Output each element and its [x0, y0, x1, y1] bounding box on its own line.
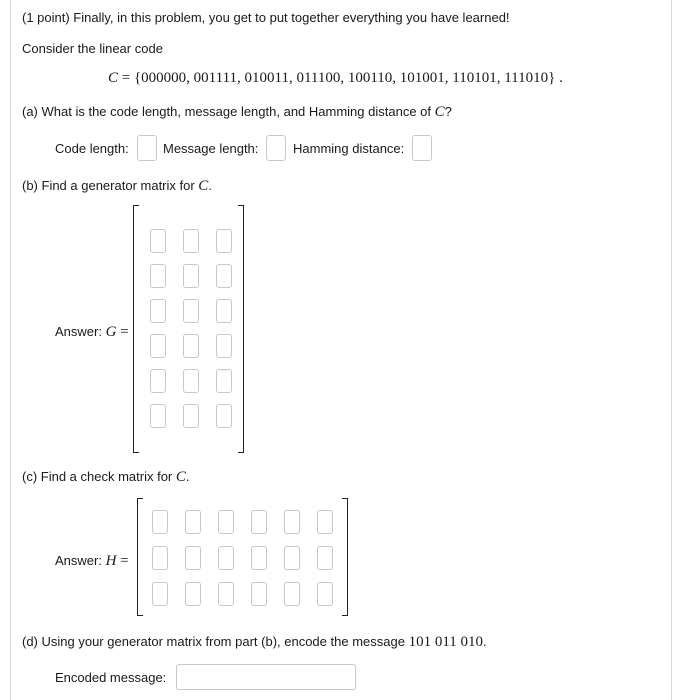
- generator-cell-5-3[interactable]: [216, 369, 232, 393]
- generator-cell-1-2[interactable]: [183, 229, 199, 253]
- message-length-label: Message length:: [163, 141, 259, 156]
- part-b-question: [22, 178, 212, 195]
- message-length-input[interactable]: [266, 135, 286, 161]
- check-right-bracket: [342, 498, 348, 616]
- generator-cell-1-3[interactable]: [216, 229, 232, 253]
- part-a-question-prefix: (a) What is the code length, message length, and Hamming distance of: [22, 104, 435, 119]
- check-cell-2-2[interactable]: [185, 546, 201, 570]
- part-d-question: [22, 634, 487, 651]
- part-a-question: [22, 104, 452, 121]
- generator-cell-3-2[interactable]: [183, 299, 199, 323]
- part-d-question-prefix: (d) Using your generator matrix from part (b), encode the message: [22, 634, 409, 649]
- check-cell-3-3[interactable]: [218, 582, 234, 606]
- part-d-question-suffix: .: [483, 634, 487, 649]
- check-cell-1-5[interactable]: [284, 510, 300, 534]
- check-cell-3-1[interactable]: [152, 582, 168, 606]
- generator-left-bracket: [133, 205, 139, 453]
- part-d-message: 101 011 010: [408, 634, 484, 650]
- code-period: .: [555, 70, 563, 86]
- generator-cell-2-1[interactable]: [150, 264, 166, 288]
- check-cell-3-4[interactable]: [251, 582, 267, 606]
- part-c-question-suffix: .: [185, 469, 190, 484]
- generator-cell-3-3[interactable]: [216, 299, 232, 323]
- check-cell-2-5[interactable]: [284, 546, 300, 570]
- generator-cell-5-1[interactable]: [150, 369, 166, 393]
- check-cell-1-3[interactable]: [218, 510, 234, 534]
- check-cell-2-6[interactable]: [317, 546, 333, 570]
- consider-text: Consider the linear code: [22, 41, 163, 56]
- generator-cell-2-2[interactable]: [183, 264, 199, 288]
- part-b-question-suffix: .: [208, 178, 212, 193]
- part-b-symbol: C: [198, 178, 209, 194]
- check-cell-1-4[interactable]: [251, 510, 267, 534]
- generator-cell-4-1[interactable]: [150, 334, 166, 358]
- generator-matrix-symbol: G: [105, 324, 117, 340]
- generator-cell-2-3[interactable]: [216, 264, 232, 288]
- code-length-label: Code length:: [55, 141, 129, 156]
- generator-cell-6-1[interactable]: [150, 404, 166, 428]
- check-cell-1-6[interactable]: [317, 510, 333, 534]
- generator-right-bracket: [238, 205, 244, 453]
- part-a-symbol: C: [434, 104, 445, 120]
- check-matrix-symbol: H: [105, 553, 117, 569]
- check-answer-label: [55, 553, 129, 570]
- generator-cell-4-3[interactable]: [216, 334, 232, 358]
- part-a-question-suffix: ?: [444, 104, 452, 119]
- check-cell-3-6[interactable]: [317, 582, 333, 606]
- check-cell-1-1[interactable]: [152, 510, 168, 534]
- check-cell-3-5[interactable]: [284, 582, 300, 606]
- intro-text: (1 point) Finally, in this problem, you get to put together everything you have learned!: [22, 10, 510, 25]
- check-equals: =: [116, 553, 129, 569]
- check-answer-text: Answer:: [55, 553, 106, 568]
- generator-cell-4-2[interactable]: [183, 334, 199, 358]
- encoded-message-label: Encoded message:: [55, 670, 167, 685]
- part-c-question-prefix: (c) Find a check matrix for: [22, 469, 176, 484]
- hamming-distance-input[interactable]: [412, 135, 432, 161]
- check-cell-1-2[interactable]: [185, 510, 201, 534]
- check-cell-2-4[interactable]: [251, 546, 267, 570]
- hamming-distance-label: Hamming distance:: [293, 141, 405, 156]
- encoded-message-input[interactable]: [176, 664, 356, 690]
- generator-cell-6-3[interactable]: [216, 404, 232, 428]
- part-c-question: [22, 469, 190, 486]
- code-definition: [108, 70, 563, 87]
- generator-cell-3-1[interactable]: [150, 299, 166, 323]
- generator-cell-5-2[interactable]: [183, 369, 199, 393]
- generator-answer-text: Answer:: [55, 324, 106, 339]
- check-left-bracket: [137, 498, 143, 616]
- generator-answer-label: [55, 324, 129, 341]
- check-cell-2-3[interactable]: [218, 546, 234, 570]
- check-cell-3-2[interactable]: [185, 582, 201, 606]
- part-b-question-prefix: (b) Find a generator matrix for: [22, 178, 199, 193]
- generator-cell-6-2[interactable]: [183, 404, 199, 428]
- generator-cell-1-1[interactable]: [150, 229, 166, 253]
- code-equals: =: [118, 70, 134, 86]
- part-c-symbol: C: [175, 469, 186, 485]
- code-symbol: C: [108, 70, 119, 86]
- generator-equals: =: [116, 324, 129, 340]
- code-length-input[interactable]: [137, 135, 157, 161]
- code-set: {000000, 001111, 010011, 011100, 100110, 101001, 110101, 111010}: [133, 70, 556, 86]
- check-cell-2-1[interactable]: [152, 546, 168, 570]
